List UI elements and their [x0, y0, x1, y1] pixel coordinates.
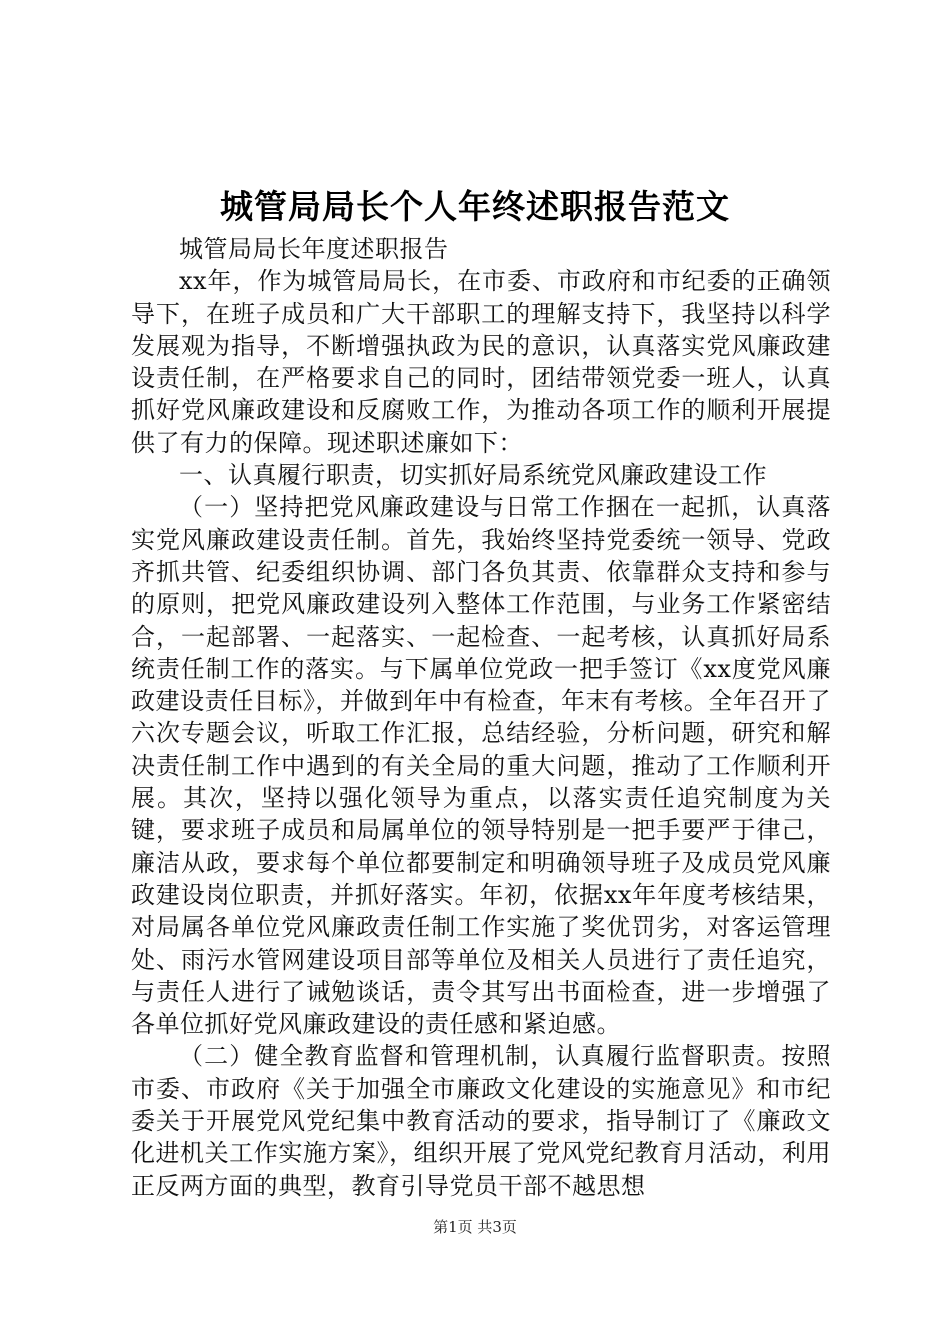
body-paragraph-2: （二）健全教育监督和管理机制，认真履行监督职责。按照市委、市政府《关于加强全市廉政文化建设的实施意见》和市纪委关于开展党风党纪集中教育活动的要求，指导制订了《廉政文化进机关工作实施方案》，组织开展了党风党纪教育月活动，利用正反两方面的典型，教育引导党员干部不越思想	[131, 1042, 831, 1200]
section-heading: 一、认真履行职责，切实抓好局系统党风廉政建设工作	[179, 461, 767, 490]
page-number-footer: 第1页 共3页	[433, 1218, 517, 1236]
document-body	[131, 233, 831, 1202]
document-title: 城管局局长个人年终述职报告范文	[220, 187, 730, 226]
intro-paragraph: xx年，作为城管局局长，在市委、市政府和市纪委的正确领导下，在班子成员和广大干部职工的理解支持下，我坚持以科学发展观为指导，不断增强执政为民的意识，认真落实党风廉政建设责任制，在严格要求自己的同时，团结带领党委一班人，认真抓好党风廉政建设和反腐败工作，为推动各项工作的顺利开展提供了有力的保障。现述职述廉如下：	[131, 267, 831, 457]
body-paragraph-1: （一）坚持把党风廉政建设与日常工作捆在一起抓，认真落实党风廉政建设责任制。首先，我始终坚持党委统一领导、党政齐抓共管、纪委组织协调、部门各负其责、依靠群众支持和参与的原则，把党风廉政建设列入整体工作范围，与业务工作紧密结合，一起部署、一起落实、一起检查、一起考核，认真抓好局系统责任制工作的落实。与下属单位党政一把手签订《xx度党风廉政建设责任目标》，并做到年中有检查，年末有考核。全年召开了六次专题会议，听取工作汇报，总结经验，分析问题，研究和解决责任制工作中遇到的有关全局的重大问题，推动了工作顺利开展。其次，坚持以强化领导为重点，以落实责任追究制度为关键，要求班子成员和局属单位的领导特别是一把手要严于律己，廉洁从政，要求每个单位都要制定和明确领导班子及成员党风廉政建设岗位职责，并抓好落实。年初，依据xx年年度考核结果，对局属各单位党风廉政责任制工作实施了奖优罚劣，对客运管理处、雨污水管网建设项目部等单位及相关人员进行了责任追究，与责任人进行了诫勉谈话，责令其写出书面检查，进一步增强了各单位抓好党风廉政建设的责任感和紧迫感。	[131, 493, 831, 1039]
report-subtitle: 城管局局长年度述职报告	[179, 235, 449, 263]
